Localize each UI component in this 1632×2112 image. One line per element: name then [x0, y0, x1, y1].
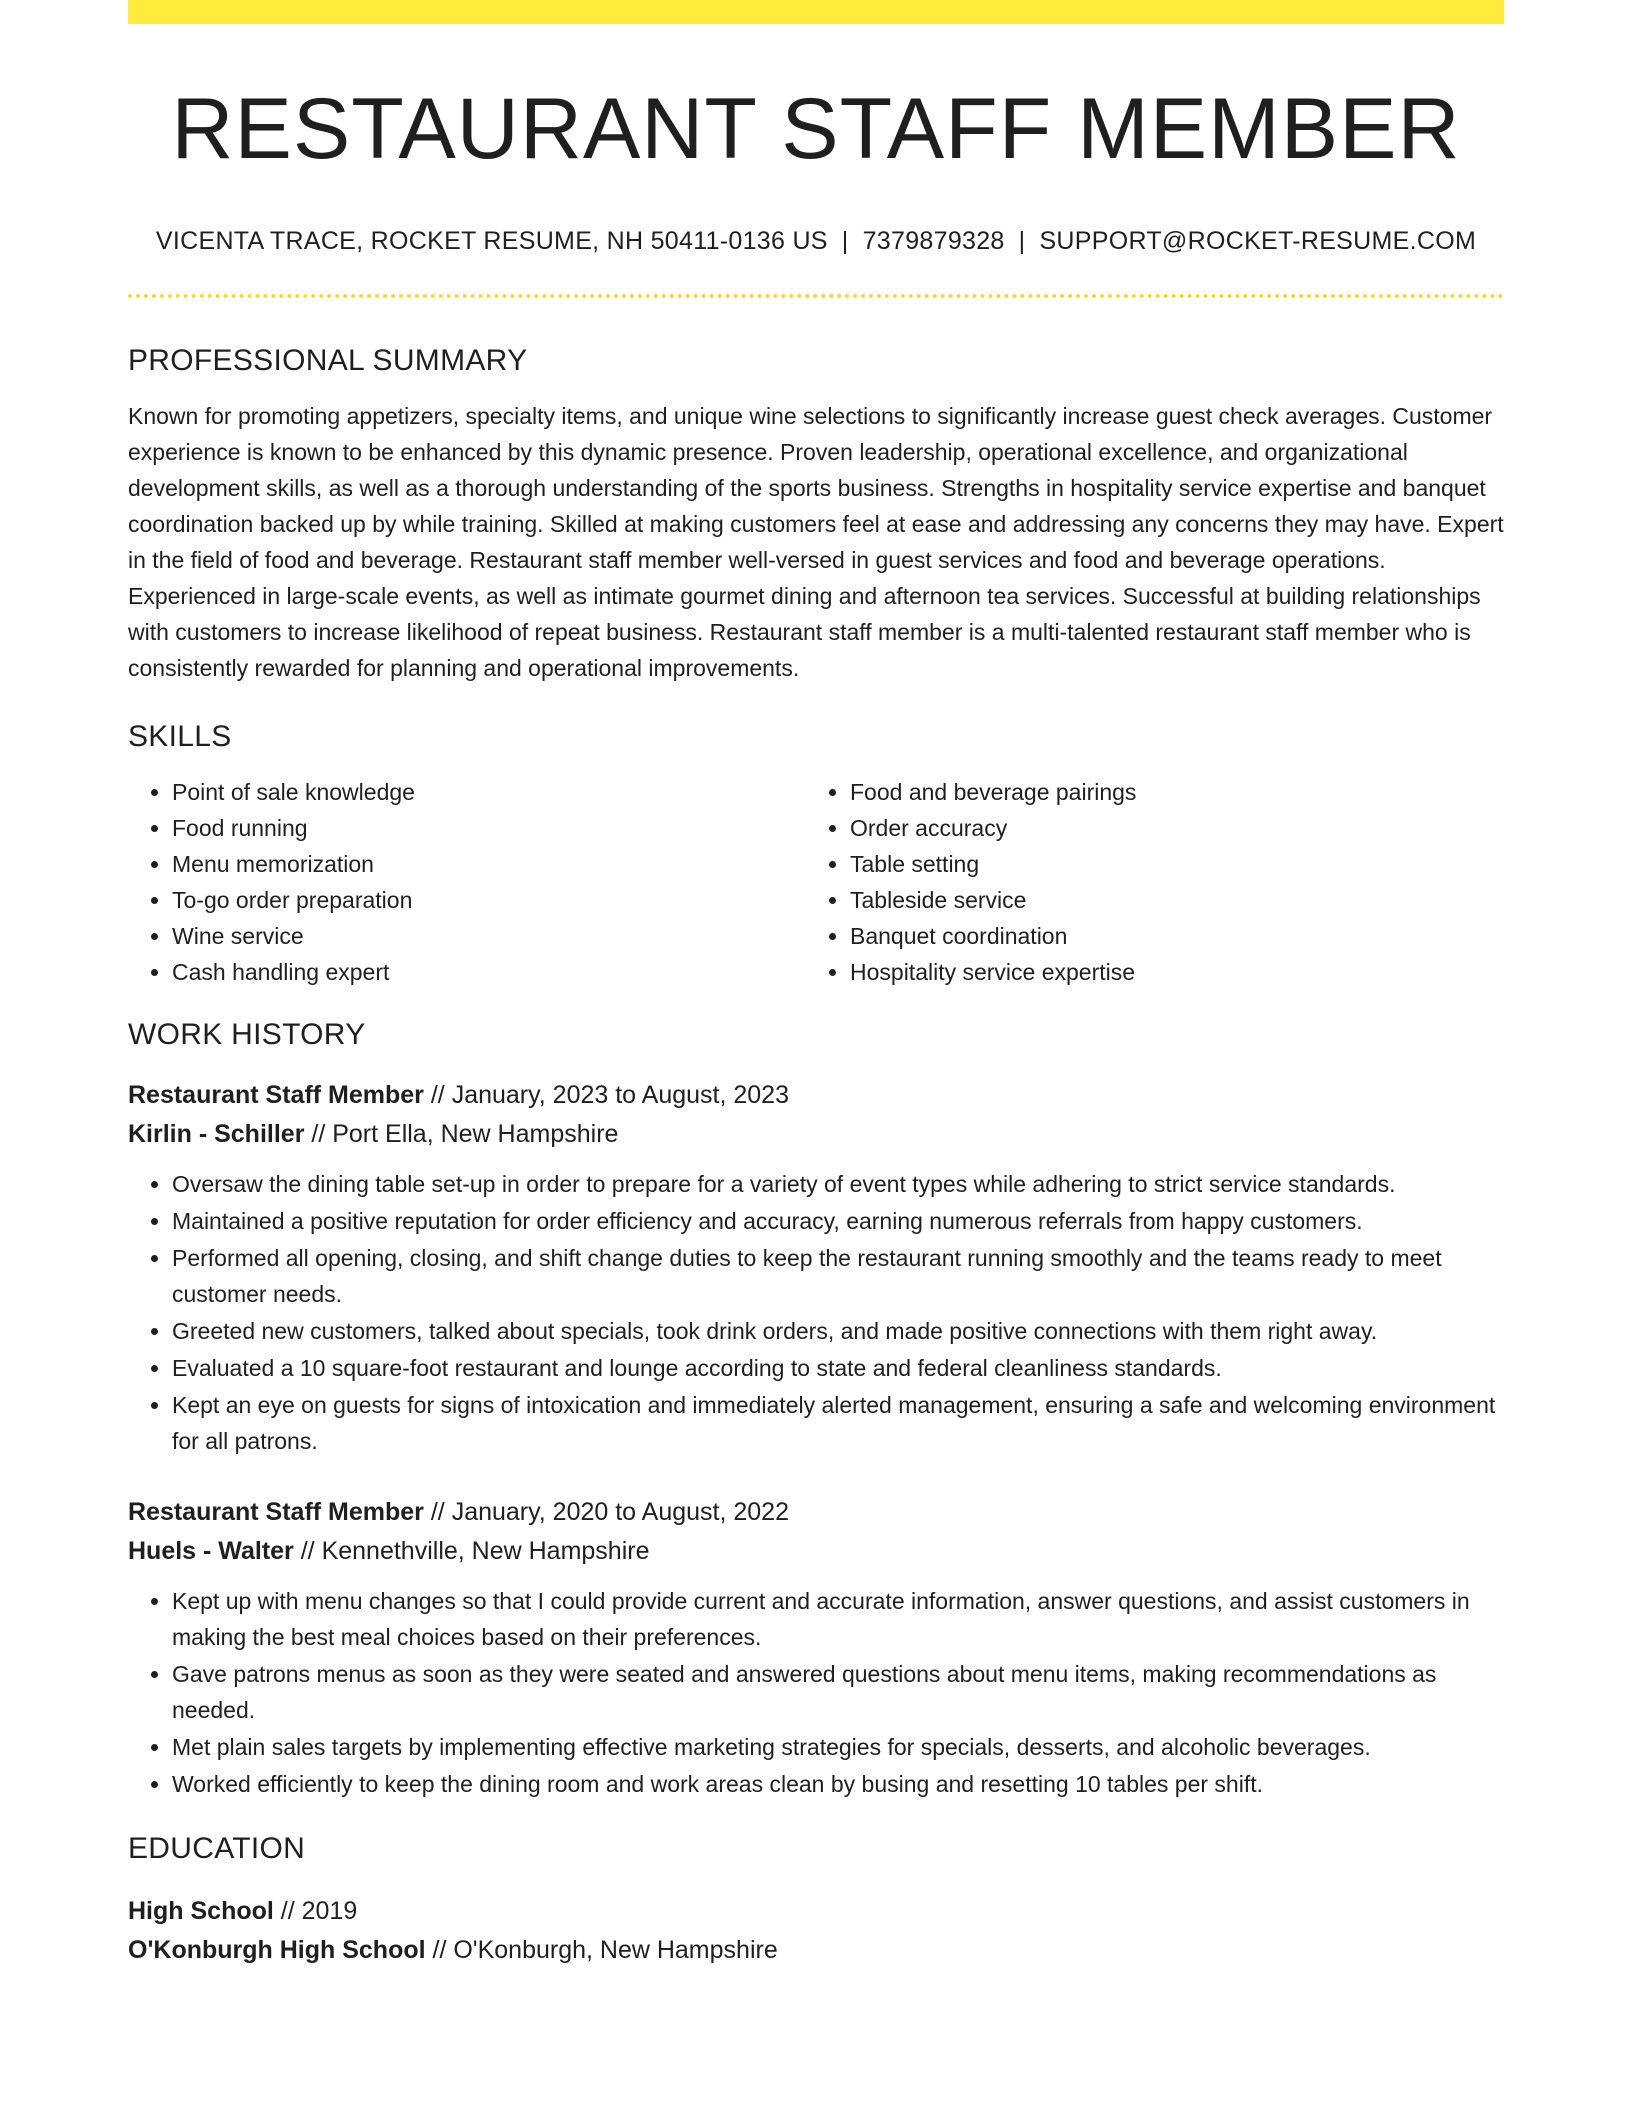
contact-separator: | — [841, 226, 849, 255]
skill-item: • To-go order preparation — [172, 882, 806, 918]
list-item: • Oversaw the dining table set-up in order to prepare for a variety of event types while adhering to strict service standards. — [172, 1166, 1504, 1202]
list-item: • Evaluated a 10 square-foot restaurant and lounge according to state and federal cleanliness standards. — [172, 1350, 1504, 1386]
education-school-line — [128, 1931, 1504, 1970]
contact-separator: | — [1018, 226, 1026, 255]
contact-email: SUPPORT@ROCKET-RESUME.COM — [1039, 226, 1477, 255]
job-company: Kirlin - Schiller — [128, 1119, 305, 1148]
skill-item: • Wine service — [172, 918, 806, 954]
job-role: Restaurant Staff Member — [128, 1497, 424, 1526]
skill-item: • Cash handling expert — [172, 954, 806, 990]
job-entry — [128, 1493, 1504, 1802]
education-school: O'Konburgh High School — [128, 1935, 426, 1964]
skills-heading: SKILLS — [128, 719, 232, 753]
skills-column-right — [806, 774, 1484, 990]
list-item: • Maintained a positive reputation for order efficiency and accuracy, earning numerous referrals from happy customers. — [172, 1203, 1504, 1239]
education-year: // 2019 — [273, 1896, 358, 1925]
education-degree: High School — [128, 1896, 274, 1925]
education-degree-line — [128, 1892, 1504, 1931]
skills-list — [128, 774, 1504, 990]
skill-item: • Point of sale knowledge — [172, 774, 806, 810]
skill-item: • Order accuracy — [850, 810, 1484, 846]
job-company: Huels - Walter — [128, 1536, 294, 1565]
work-history-heading: WORK HISTORY — [128, 1017, 366, 1051]
job-bullets — [128, 1166, 1504, 1459]
list-item: • Kept an eye on guests for signs of intoxication and immediately alerted management, ensuring a safe and welcoming environment for all patrons. — [172, 1387, 1504, 1459]
summary-text: Known for promoting appetizers, specialty items, and unique wine selections to significantly increase guest check averages. Customer experience is known to be enhanced by this dynamic presence. Proven leadership, operational excellence, and organizational development skills, as well as a thorough understanding of the sports business. Strengths in hospitality service expertise and banquet coordination backed up by while training. Skilled at making customers feel at ease and addressing any concerns they may have. Expert in the field of food and beverage. Restaurant staff member well-versed in guest services and food and beverage operations. Experienced in large-scale events, as well as intimate gourmet dining and afternoon tea services. Successful at building relationships with customers to increase likelihood of repeat business. Restaurant staff member is a multi-talented restaurant staff member who is consistently rewarded for planning and operational improvements. — [128, 402, 1504, 681]
list-item: • Performed all opening, closing, and shift change duties to keep the restaurant running smoothly and the teams ready to meet customer needs. — [172, 1240, 1504, 1312]
job-role-line — [128, 1493, 1504, 1532]
job-entry — [128, 1076, 1504, 1459]
page-title: RESTAURANT STAFF MEMBER — [171, 81, 1461, 177]
job-role-line — [128, 1076, 1504, 1115]
skill-item: • Menu memorization — [172, 846, 806, 882]
contact-phone: 7379879328 — [862, 226, 1005, 255]
contact-line — [128, 227, 1504, 256]
skill-item: • Tableside service — [850, 882, 1484, 918]
skill-item: • Banquet coordination — [850, 918, 1484, 954]
job-location: // Port Ella, New Hampshire — [304, 1119, 619, 1148]
job-role: Restaurant Staff Member — [128, 1080, 424, 1109]
list-item: • Kept up with menu changes so that I could provide current and accurate information, answer questions, and assist customers in making the best meal choices based on their preferences. — [172, 1583, 1504, 1655]
job-location: // Kennethville, New Hampshire — [293, 1536, 650, 1565]
skill-item: • Hospitality service expertise — [850, 954, 1484, 990]
education-location: // O'Konburgh, New Hampshire — [425, 1935, 778, 1964]
job-dates: // January, 2020 to August, 2022 — [423, 1497, 789, 1526]
contact-address: VICENTA TRACE, ROCKET RESUME, NH 50411-0136 US — [155, 226, 828, 255]
skills-column-left — [128, 774, 806, 990]
list-item: • Met plain sales targets by implementing effective marketing strategies for specials, desserts, and alcoholic beverages. — [172, 1729, 1504, 1765]
job-bullets — [128, 1583, 1504, 1802]
skill-item: • Food and beverage pairings — [850, 774, 1484, 810]
accent-top-bar — [128, 0, 1504, 24]
skill-item: • Food running — [172, 810, 806, 846]
job-company-line — [128, 1115, 1504, 1154]
summary-heading: PROFESSIONAL SUMMARY — [128, 343, 528, 377]
list-item: • Greeted new customers, talked about specials, took drink orders, and made positive connections with them right away. — [172, 1313, 1504, 1349]
education-heading: EDUCATION — [128, 1831, 306, 1865]
list-item: • Worked efficiently to keep the dining room and work areas clean by busing and resetting 10 tables per shift. — [172, 1766, 1504, 1802]
list-item: • Gave patrons menus as soon as they were seated and answered questions about menu items, making recommendations as needed. — [172, 1656, 1504, 1728]
skill-item: • Table setting — [850, 846, 1484, 882]
job-company-line — [128, 1532, 1504, 1571]
dotted-divider — [128, 294, 1504, 298]
job-dates: // January, 2023 to August, 2023 — [423, 1080, 789, 1109]
resume-page — [128, 0, 1504, 1970]
